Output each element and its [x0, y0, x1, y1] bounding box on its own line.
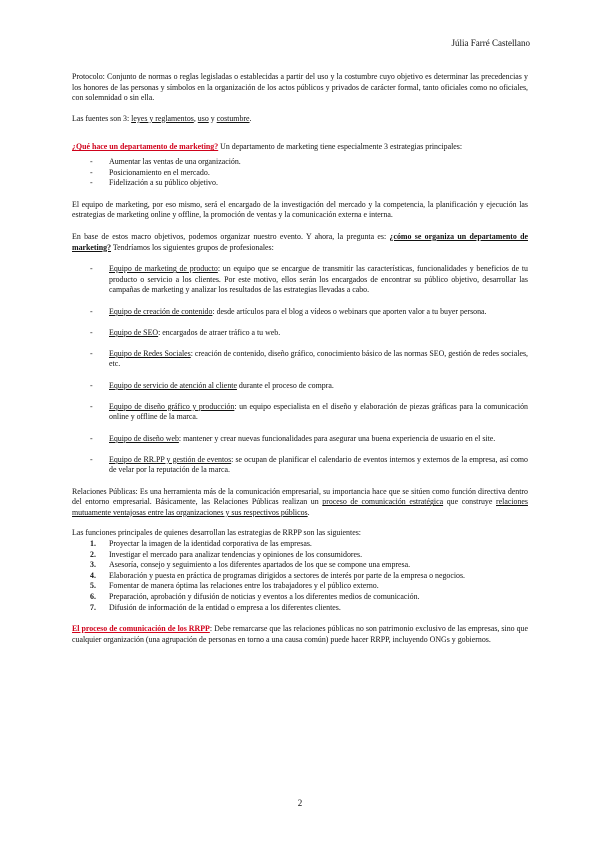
fuente-uso: uso	[197, 113, 209, 123]
protocolo-paragraph: Protocolo: Conjunto de normas o reglas legisladas o establecidas a partir del uso y la costumbre cuyo objetivo es determinar las precedencias y los honores de las personas y símbolos en la organización de los actos públicos y privados de carácter formal, tanto oficiales como no oficiales, con solemnidad o sin ella.	[72, 72, 528, 103]
groups-list	[72, 264, 528, 476]
function-text: Difusión de información de la entidad o empresa a los diferentes clientes.	[109, 602, 341, 612]
process-text: : Debe remarcarse que las relaciones públicas no son patrimonio exclusivo de las empresas, sino que cualquier organización (una agrupación de personas en torno a una causa común) puede hacer RRPP, incluyendo ONGs y gobiernos.	[72, 624, 529, 644]
marketing-question: ¿Qué hace un departamento de marketing?	[72, 142, 219, 152]
item-number: 4.	[90, 570, 96, 580]
function-text: Asesoría, consejo y seguimiento a los diferentes apartados de los que se compone una empresa.	[109, 560, 411, 570]
dash-marker: -	[90, 380, 93, 390]
fuentes-paragraph	[72, 114, 528, 125]
marketing-question-paragraph	[72, 142, 528, 153]
function-text: Proyectar la imagen de la identidad corporativa de las empresas.	[109, 538, 312, 548]
fuente-costumbre: costumbre	[216, 113, 250, 123]
group-title: Equipo de diseño web	[109, 433, 179, 443]
organize-question: ¿cómo se organiza un departamento de marketing?	[72, 231, 528, 252]
strategy-text: Fidelización a su público objetivo.	[109, 178, 218, 188]
list-item	[72, 328, 528, 339]
dash-marker: -	[90, 454, 93, 464]
author-name: Júlia Farré Castellano	[451, 38, 530, 48]
group-desc: : mantener y crear nuevas funcionalidades para asegurar una buena experiencia de usuario en el site.	[178, 433, 496, 443]
item-number: 7.	[90, 602, 96, 612]
strategy-text: Posicionamiento en el mercado.	[109, 167, 210, 177]
list-item	[72, 402, 528, 423]
strategy-text: Aumentar las ventas de una organización.	[109, 156, 241, 166]
rrpp-text-a: Relaciones Públicas: Es una herramienta más de la comunicación empresarial, su importancia hace que se sitúen como función directiva dentro del entorno empresarial. Básicamente, las Relaciones Públicas realizan un	[72, 486, 528, 507]
dash-marker: -	[90, 401, 93, 411]
rrpp-relations-link: relaciones mutuamente ventajosas entre las organizaciones y sus respectivos públicos	[72, 497, 528, 517]
strategies-list	[72, 157, 528, 189]
page-number: 2	[297, 798, 303, 808]
dash-marker: -	[90, 306, 93, 316]
list-item	[72, 381, 528, 392]
group-title: Equipo de servicio de atención al cliente	[109, 380, 237, 390]
group-desc: durante el proceso de compra.	[236, 380, 334, 390]
list-item	[72, 178, 528, 189]
dash-marker: -	[90, 327, 93, 337]
process-paragraph	[72, 624, 528, 645]
list-item	[72, 603, 528, 614]
fuente-leyes: leyes y reglamentos	[131, 113, 194, 123]
list-item	[72, 581, 528, 592]
item-number: 1.	[90, 538, 96, 548]
item-number: 5.	[90, 581, 96, 591]
group-desc: : desde artículos para el blog a vídeos o webinars que aporten valor a tu buyer persona.	[212, 306, 487, 316]
marketing-intro: Un departamento de marketing tiene especialmente 3 estrategias principales:	[218, 142, 463, 152]
dash-marker: -	[90, 156, 93, 166]
list-item	[72, 168, 528, 179]
item-number: 2.	[90, 549, 96, 559]
group-desc: : encargados de atraer tráfico a tu web.	[158, 327, 281, 337]
functions-list	[72, 539, 528, 613]
process-title: El proceso de comunicación de los RRPP	[72, 624, 210, 634]
function-text: Fomentar de manera óptima las relaciones entre los trabajadores y el público externo.	[109, 581, 379, 591]
list-item	[72, 307, 528, 318]
group-title: Equipo de Redes Sociales	[109, 348, 191, 358]
rrpp-process-link: proceso de comunicación estratégica	[322, 497, 444, 507]
list-item	[72, 157, 528, 168]
rrpp-paragraph	[72, 487, 528, 519]
dash-marker: -	[90, 433, 93, 443]
dash-marker: -	[90, 167, 93, 177]
group-desc: : se ocupan de planificar el calendario de eventos internos y externos de la empresa, así como de velar por la reputación de la marca.	[109, 454, 528, 475]
marketing-team-paragraph: El equipo de marketing, por eso mismo, será el encargado de la investigación del mercado y la competencia, la planificación y ejecución las estrategias de marketing online y offline, la promoción de ventas y la comunicación externa e interna.	[72, 199, 528, 220]
list-item	[72, 264, 528, 296]
group-title: Equipo de diseño gráfico y producción	[109, 401, 235, 411]
item-number: 3.	[90, 560, 96, 570]
dash-marker: -	[90, 178, 93, 188]
list-item	[72, 349, 528, 370]
item-number: 6.	[90, 591, 96, 601]
group-desc: : un equipo que se encargue de transmitir las características, funcionalidades y beneficios de tu producto o servicio a los clientes. Por este motivo, ellos serán los encargados de encontrar su público objetivo, desarrollar las campañas de marketing y analizar los resultados de las estrategias llevadas a cabo.	[109, 264, 528, 295]
function-text: Investigar el mercado para analizar tendencias y opiniones de los consumidores.	[109, 549, 363, 559]
fuentes-sep2: y	[208, 113, 217, 123]
rrpp-text-b: que construye	[443, 497, 496, 507]
organize-paragraph	[72, 232, 528, 253]
function-text: Preparación, aprobación y difusión de noticias y eventos a los diferentes medios de comunicación.	[109, 591, 420, 601]
list-item	[72, 571, 528, 582]
organize-suffix: Tendríamos los siguientes grupos de profesionales:	[111, 242, 274, 252]
list-item	[72, 592, 528, 603]
list-item	[72, 455, 528, 476]
fuentes-prefix: Las fuentes son 3:	[72, 113, 132, 123]
fuentes-end: .	[249, 113, 252, 123]
list-item	[72, 539, 528, 550]
group-title: Equipo de creación de contenido	[109, 306, 213, 316]
list-item	[72, 550, 528, 561]
fuentes-sep1: ,	[193, 113, 198, 123]
group-title: Equipo de marketing de producto	[109, 264, 218, 274]
group-title: Equipo de SEO	[109, 327, 159, 337]
dash-marker: -	[90, 348, 93, 358]
page-content	[72, 72, 528, 645]
organize-prefix: En base de estos macro objetivos, podemos organizar nuestro evento. Y ahora, la pregunta es:	[72, 231, 390, 241]
list-item	[72, 434, 528, 445]
dash-marker: -	[90, 264, 93, 274]
group-title: Equipo de RR.PP y gestión de eventos	[109, 454, 232, 464]
rrpp-text-c: .	[307, 507, 310, 517]
function-text: Elaboración y puesta en práctica de programas dirigidos a sectores de interés por parte de la empresa o negocios.	[109, 570, 466, 580]
group-desc: : un equipo especialista en el diseño y elaboración de piezas gráficas para la comunicación online y offline de la marca.	[109, 401, 528, 422]
list-item	[72, 560, 528, 571]
functions-intro: Las funciones principales de quienes desarrollan las estrategias de RRPP son las siguientes:	[72, 528, 361, 538]
group-desc: : creación de contenido, diseño gráfico, conocimiento básico de las normas SEO, gestión de redes sociales, etc.	[109, 348, 528, 369]
